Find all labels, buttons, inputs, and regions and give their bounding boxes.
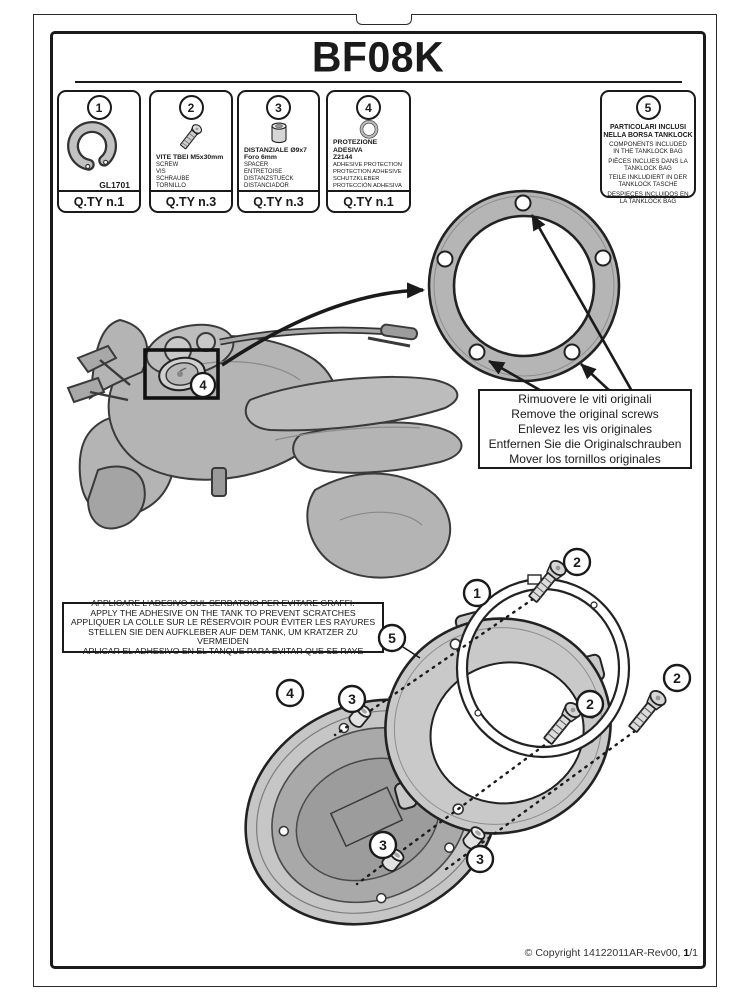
title-divider [75, 81, 682, 83]
callout-4-badge [277, 680, 303, 706]
motorcycle-diagram [60, 280, 475, 590]
callout-3-badge [339, 686, 365, 712]
part-5-title: PARTICOLARI INCLUSI NELLA BORSA TANKLOCK [603, 124, 693, 139]
part-2-number-badge: 2 [179, 95, 204, 120]
part-box-4 [326, 90, 411, 213]
part-5-number-badge: 5 [636, 95, 661, 120]
callout-5-badge [379, 625, 405, 651]
svg-text:3: 3 [476, 851, 484, 867]
svg-text:1: 1 [473, 585, 481, 601]
screw-hole [596, 251, 611, 266]
page-top-notch [356, 14, 412, 25]
screw-hole [516, 196, 531, 211]
part-2-labels: VITE TBEI M5x30mm SCREW VIS SCHRAUBE TORNILLO [156, 154, 224, 189]
c-ring-icon [62, 120, 136, 182]
motorcycle-illustration [68, 317, 461, 577]
part-4-labels: PROTEZIONE ADESIVA Z2144 ADHESIVE PROTECTION PROTECTION ADHESIVE SCHUTZKLEBER PROTECCIÓN ADHESIVA [333, 139, 402, 189]
callout-2-badge [664, 665, 690, 691]
callout-3-badge [467, 846, 493, 872]
part-1-number-badge: 1 [87, 95, 112, 120]
remove-screws-note: Rimuovere le viti originali Remove the original screws Enlevez les vis originales Entfernen Sie die Originalschrauben Mover los tornillos originales [478, 389, 692, 469]
part-4-number-badge: 4 [356, 95, 381, 120]
part-box-2 [149, 90, 233, 213]
exploded-assembly-diagram [240, 545, 705, 945]
screw [626, 688, 668, 734]
screw-hole [565, 345, 580, 360]
spacer-icon [244, 120, 314, 147]
part-3-labels: DISTANZIALE Ø9x7 Foro 6mm SPACER ENTRETOISE DISTANZSTUECK DISTANCIADOR [244, 146, 307, 189]
part-box-5: 5 PARTICOLARI INCLUSI NELLA BORSA TANKLOCK COMPONENTS INCLUDED IN THE TANKLOCK BAG PIÈCES INCLUES DANS LA TANKLOCK BAG TEILE INKLUDIERT IN DER TANKLOCK TASCHE DESPIECES INCLUIDOS EN LA TANKLOCK BAG [600, 90, 696, 198]
callout-3-badge [370, 832, 396, 858]
part-1-qty: Q.TY n.1 [59, 190, 139, 211]
copyright-text: © Copyright 14122011AR-Rev00, [524, 947, 684, 959]
svg-text:3: 3 [348, 691, 356, 707]
part-box-3 [237, 90, 320, 213]
svg-text:2: 2 [673, 670, 681, 686]
part-2-qty: Q.TY n.3 [151, 190, 231, 211]
svg-text:2: 2 [573, 554, 581, 570]
svg-text:5: 5 [388, 630, 396, 646]
part-1-code: GL1701 [99, 180, 130, 190]
screw-icon [154, 120, 228, 154]
svg-text:3: 3 [379, 837, 387, 853]
part-4-qty: Q.TY n.1 [328, 190, 409, 211]
part-3-qty: Q.TY n.3 [239, 190, 318, 211]
callout-4-badge [191, 373, 215, 397]
copyright-line [525, 947, 698, 959]
callout-2-badge [577, 691, 603, 717]
callout-4-label: 4 [199, 377, 207, 393]
part-3-number-badge: 3 [266, 95, 291, 120]
callout-2-badge [564, 549, 590, 575]
part-box-1 [57, 90, 141, 213]
svg-text:4: 4 [286, 685, 294, 701]
screw-hole [438, 252, 453, 267]
apply-adhesive-note: APPLICARE L'ADESIVO SUL SERBATOIO PER EVITARE GRAFFI. APPLY THE ADHESIVE ON THE TANK TO PREVENT SCRATCHES APPLIQUER LA COLLE SUR LE RÉSERVOIR POUR ÉVITER LES RAYURES STELLEN SIE DEN AUFKLEBER AUF DEM TANK, UM KRATZER ZU VERMEIDEN APLICAR EL ADHESIVO EN EL TANQUE PARA EVITAR QUE SE RAYE [62, 602, 384, 653]
page-number-rest: /1 [689, 947, 698, 959]
page-number-bold: 1 [683, 947, 690, 959]
svg-text:2: 2 [586, 696, 594, 712]
page-title: BF08K [311, 32, 445, 82]
adhesive-ring-icon [329, 120, 409, 139]
callout-1-badge [464, 580, 490, 606]
